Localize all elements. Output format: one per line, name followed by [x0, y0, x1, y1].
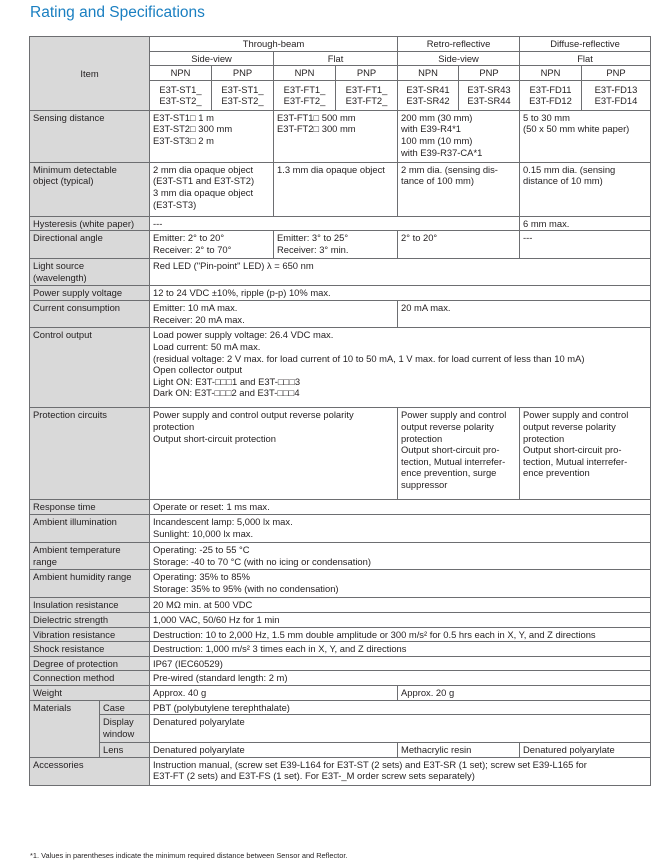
- ambient-illumination-value: Incandescent lamp: 5,000 lx max. Sunlight: 10,000 lx max.: [150, 515, 651, 543]
- type-pnp: PNP: [336, 66, 398, 81]
- row-label-weight: Weight: [30, 685, 150, 700]
- sub-side-view: Side-view: [150, 51, 274, 66]
- specifications-table: [29, 36, 650, 786]
- sub-flat: Flat: [274, 51, 398, 66]
- row-label-ambient-temperature: Ambient temperature range: [30, 543, 150, 570]
- row-label-light-source: Light source (wavelength): [30, 259, 150, 286]
- protection-diffuse: Power supply and control output reverse polarity protection Output short-circuit pro- tection, Mutual interrefer- ence prevention: [520, 408, 651, 500]
- type-npn: NPN: [274, 66, 336, 81]
- row-label-connection: Connection method: [30, 671, 150, 686]
- current-consumption-retro-diffuse: 20 mA max.: [398, 301, 651, 328]
- min-detectable-retro: 2 mm dia. (sensing dis- tance of 100 mm): [398, 162, 520, 216]
- model-cell: E3T-FD11 E3T-FD12: [520, 80, 582, 110]
- materials-lens-label: Lens: [100, 743, 150, 758]
- shock-value: Destruction: 1,000 m/s² 3 times each in X, Y, and Z directions: [150, 642, 651, 657]
- hysteresis-diffuse: 6 mm max.: [520, 216, 651, 231]
- model-cell: E3T-FT1_ E3T-FT2_: [336, 80, 398, 110]
- materials-lens-diffuse: Denatured polyarylate: [520, 743, 651, 758]
- directional-angle-flat: Emitter: 3° to 25° Receiver: 3° min.: [274, 231, 398, 259]
- row-label-power-supply: Power supply voltage: [30, 286, 150, 301]
- hysteresis-through-retro: ---: [150, 216, 520, 231]
- sensing-distance-side-view: E3T-ST1□ 1 m E3T-ST2□ 300 mm E3T-ST3□ 2 m: [150, 110, 274, 162]
- row-label-current-consumption: Current consumption: [30, 301, 150, 328]
- item-header: Item: [30, 37, 150, 111]
- row-label-directional-angle: Directional angle: [30, 231, 150, 259]
- materials-lens-retro: Methacrylic resin: [398, 743, 520, 758]
- light-source-value: Red LED ("Pin-point" LED) λ = 650 nm: [150, 259, 651, 286]
- protection-retro: Power supply and control output reverse polarity protection Output short-circuit pro- tection, Mutual interrefer- ence prevention, surge suppressor: [398, 408, 520, 500]
- weight-retro-diffuse: Approx. 20 g: [398, 685, 651, 700]
- vibration-value: Destruction: 10 to 2,000 Hz, 1.5 mm double amplitude or 300 m/s² for 0.5 hrs each in X, Y, and Z directions: [150, 627, 651, 642]
- row-label-degree-of-protection: Degree of protection: [30, 656, 150, 671]
- type-pnp: PNP: [582, 66, 651, 81]
- model-cell: E3T-SR41 E3T-SR42: [398, 80, 459, 110]
- page-title: Rating and Specifications: [30, 4, 205, 21]
- row-label-accessories: Accessories: [30, 757, 150, 785]
- insulation-value: 20 MΩ min. at 500 VDC: [150, 598, 651, 613]
- materials-lens-through: Denatured polyarylate: [150, 743, 398, 758]
- row-label-control-output: Control output: [30, 328, 150, 408]
- type-pnp: PNP: [459, 66, 520, 81]
- type-npn: NPN: [150, 66, 212, 81]
- footnote: *1. Values in parentheses indicate the minimum required distance between Sensor and Reflector.: [30, 851, 348, 860]
- group-retro-reflective: Retro-reflective: [398, 37, 520, 52]
- row-label-response-time: Response time: [30, 500, 150, 515]
- current-consumption-through: Emitter: 10 mA max. Receiver: 20 mA max.: [150, 301, 398, 328]
- model-cell: E3T-FD13 E3T-FD14: [582, 80, 651, 110]
- min-detectable-side-view: 2 mm dia opaque object (E3T-ST1 and E3T-ST2) 3 mm dia opaque object (E3T-ST3): [150, 162, 274, 216]
- row-label-hysteresis: Hysteresis (white paper): [30, 216, 150, 231]
- type-pnp: PNP: [212, 66, 274, 81]
- directional-angle-side-view: Emitter: 2° to 20° Receiver: 2° to 70°: [150, 231, 274, 259]
- response-time-value: Operate or reset: 1 ms max.: [150, 500, 651, 515]
- row-label-materials: Materials: [30, 700, 100, 757]
- sensing-distance-retro: 200 mm (30 mm) with E39-R4*1 100 mm (10 mm) with E39-R37-CA*1: [398, 110, 520, 162]
- degree-of-protection-value: IP67 (IEC60529): [150, 656, 651, 671]
- row-label-protection-circuits: Protection circuits: [30, 408, 150, 500]
- type-npn: NPN: [520, 66, 582, 81]
- row-label-ambient-illumination: Ambient illumination: [30, 515, 150, 543]
- group-diffuse-reflective: Diffuse-reflective: [520, 37, 651, 52]
- sensing-distance-flat: E3T-FT1□ 500 mm E3T-FT2□ 300 mm: [274, 110, 398, 162]
- row-label-dielectric: Dielectric strength: [30, 612, 150, 627]
- accessories-value: Instruction manual, (screw set E39-L164 for E3T-ST (2 sets) and E3T-SR (1 set); screw set E39-L165 for E3T-FT (2 sets) and E3T-FS (1 set). For E3T-_M order screw sets separately): [150, 757, 651, 785]
- row-label-vibration: Vibration resistance: [30, 627, 150, 642]
- sensing-distance-diffuse: 5 to 30 mm (50 x 50 mm white paper): [520, 110, 651, 162]
- power-supply-value: 12 to 24 VDC ±10%, ripple (p-p) 10% max.: [150, 286, 651, 301]
- materials-display-window-value: Denatured polyarylate: [150, 715, 651, 743]
- connection-value: Pre-wired (standard length: 2 m): [150, 671, 651, 686]
- row-label-sensing-distance: Sensing distance: [30, 110, 150, 162]
- group-through-beam: Through-beam: [150, 37, 398, 52]
- row-label-ambient-humidity: Ambient humidity range: [30, 570, 150, 598]
- type-npn: NPN: [398, 66, 459, 81]
- ambient-temperature-value: Operating: -25 to 55 °C Storage: -40 to 70 °C (with no icing or condensation): [150, 543, 651, 570]
- model-cell: E3T-FT1_ E3T-FT2_: [274, 80, 336, 110]
- row-label-insulation: Insulation resistance: [30, 598, 150, 613]
- control-output-value: Load power supply voltage: 26.4 VDC max. Load current: 50 mA max. (residual voltage: 2 V max. for load current of 10 to 50 mA, 1 V max. for load current of less than 10 mA) Open collector output Light ON: E3T-□□□1 and E3T-□□□3 Dark ON: E3T-□□□2 and E3T-□□□4: [150, 328, 651, 408]
- weight-through: Approx. 40 g: [150, 685, 398, 700]
- min-detectable-diffuse: 0.15 mm dia. (sensing distance of 10 mm): [520, 162, 651, 216]
- sub-flat: Flat: [520, 51, 651, 66]
- model-cell: E3T-SR43 E3T-SR44: [459, 80, 520, 110]
- min-detectable-flat: 1.3 mm dia opaque object: [274, 162, 398, 216]
- model-cell: E3T-ST1_ E3T-ST2_: [150, 80, 212, 110]
- sub-side-view: Side-view: [398, 51, 520, 66]
- row-label-min-detectable: Minimum detectable object (typical): [30, 162, 150, 216]
- directional-angle-retro: 2° to 20°: [398, 231, 520, 259]
- materials-display-window-label: Display window: [100, 715, 150, 743]
- ambient-humidity-value: Operating: 35% to 85% Storage: 35% to 95% (with no condensation): [150, 570, 651, 598]
- model-cell: E3T-ST1_ E3T-ST2_: [212, 80, 274, 110]
- directional-angle-diffuse: ---: [520, 231, 651, 259]
- dielectric-value: 1,000 VAC, 50/60 Hz for 1 min: [150, 612, 651, 627]
- row-label-shock: Shock resistance: [30, 642, 150, 657]
- materials-case-label: Case: [100, 700, 150, 715]
- protection-through: Power supply and control output reverse polarity protection Output short-circuit protection: [150, 408, 398, 500]
- materials-case-value: PBT (polybutylene terephthalate): [150, 700, 651, 715]
